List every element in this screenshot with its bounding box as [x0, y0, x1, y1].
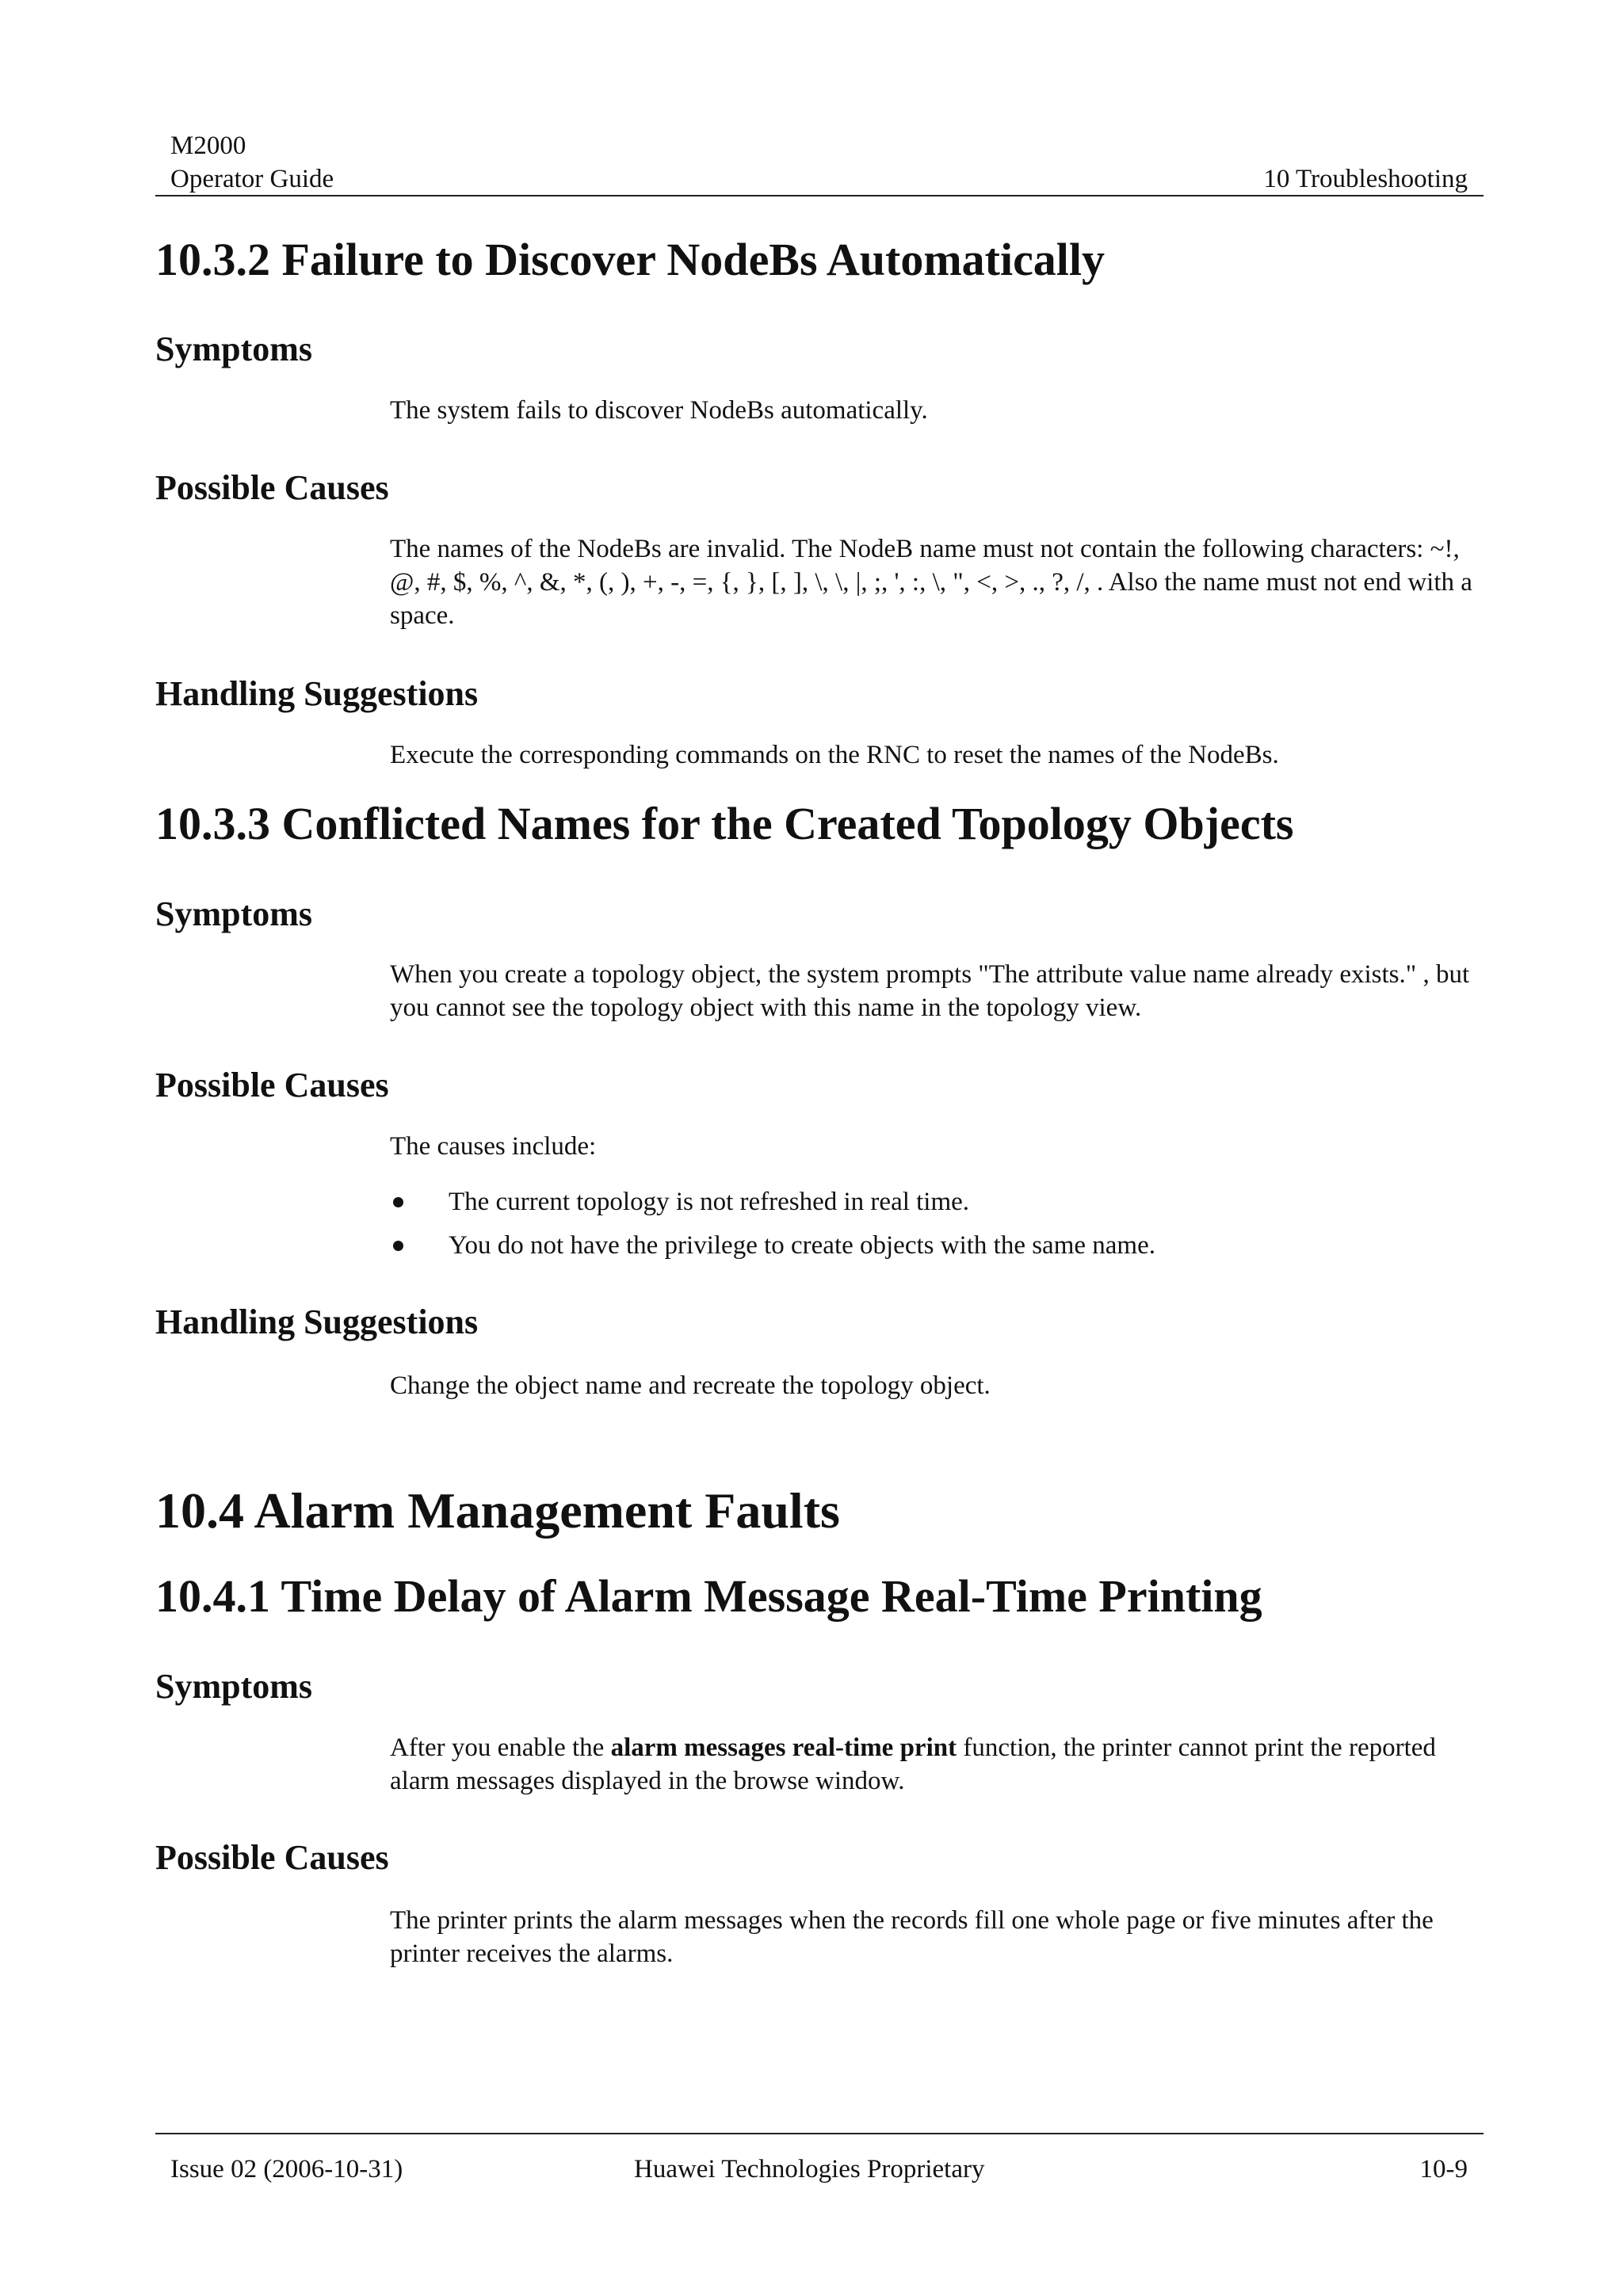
- section-1032-handling-text: Execute the corresponding commands on the RNC to reset the names of the NodeBs.: [390, 741, 1279, 769]
- section-1033-handling-text: Change the object name and recreate the topology object.: [390, 1371, 991, 1400]
- symptoms-text-pre: After you enable the: [390, 1733, 611, 1762]
- section-1032-symptoms-text: The system fails to discover NodeBs automatically.: [390, 396, 928, 425]
- symptoms-text-post: function, the printer cannot print the reported alarm messages displayed in the browse window.: [390, 1733, 1436, 1795]
- footer-proprietary: Huawei Technologies Proprietary: [634, 2155, 985, 2183]
- list-item-text: You do not have the privilege to create objects with the same name.: [449, 1231, 1155, 1260]
- section-1041-symptoms-heading: Symptoms: [155, 1667, 313, 1706]
- list-item-text: The current topology is not refreshed in real time.: [449, 1188, 970, 1216]
- bullet-icon: [393, 1241, 403, 1251]
- footer-page-number: 10-9: [1419, 2155, 1468, 2183]
- header-chapter: 10 Troubleshooting: [1263, 165, 1468, 193]
- section-1032-causes-text: The names of the NodeBs are invalid. The NodeB name must not contain the following characters: ~!, @, #, $, %, ^, &, *, (, ), +, -, =, {, }, [, ], \, \, |, ;, ', :, \, ", <, >, ., ?, /, . Also the name must not end with a space.: [390, 535, 1472, 630]
- section-1032-symptoms-heading: Symptoms: [155, 330, 313, 368]
- footer-issue: Issue 02 (2006-10-31): [170, 2155, 403, 2183]
- section-1041-title: 10.4.1 Time Delay of Alarm Message Real-Time Printing: [155, 1570, 1262, 1622]
- section-1033-title: 10.3.3 Conflicted Names for the Created Topology Objects: [155, 798, 1294, 849]
- section-1033-symptoms-text: When you create a topology object, the system prompts "The attribute value name already exists." , but you cannot see the topology object with this name in the topology view.: [390, 960, 1470, 1022]
- function-name-bold: alarm messages real-time print: [610, 1733, 957, 1762]
- section-1041-causes-text: The printer prints the alarm messages when the records fill one whole page or five minutes after the printer receives the alarms.: [390, 1906, 1434, 1968]
- header-guide: Operator Guide: [170, 165, 334, 193]
- section-1033-handling-heading: Handling Suggestions: [155, 1302, 479, 1341]
- section-1032-title: 10.3.2 Failure to Discover NodeBs Automatically: [155, 234, 1106, 285]
- section-1033-causes-heading: Possible Causes: [155, 1066, 389, 1104]
- footer-rule: [155, 2133, 1484, 2134]
- section-1033-symptoms-heading: Symptoms: [155, 894, 313, 933]
- section-104-title: 10.4 Alarm Management Faults: [155, 1482, 840, 1539]
- header-product: M2000: [170, 132, 246, 160]
- section-1032-handling-heading: Handling Suggestions: [155, 674, 479, 713]
- header-rule: [155, 195, 1484, 196]
- section-1032-causes-heading: Possible Causes: [155, 468, 389, 507]
- bullet-icon: [393, 1197, 403, 1207]
- section-1033-causes-intro: The causes include:: [390, 1132, 597, 1161]
- section-1041-causes-heading: Possible Causes: [155, 1838, 389, 1877]
- section-1041-symptoms-text: [390, 1731, 1484, 1798]
